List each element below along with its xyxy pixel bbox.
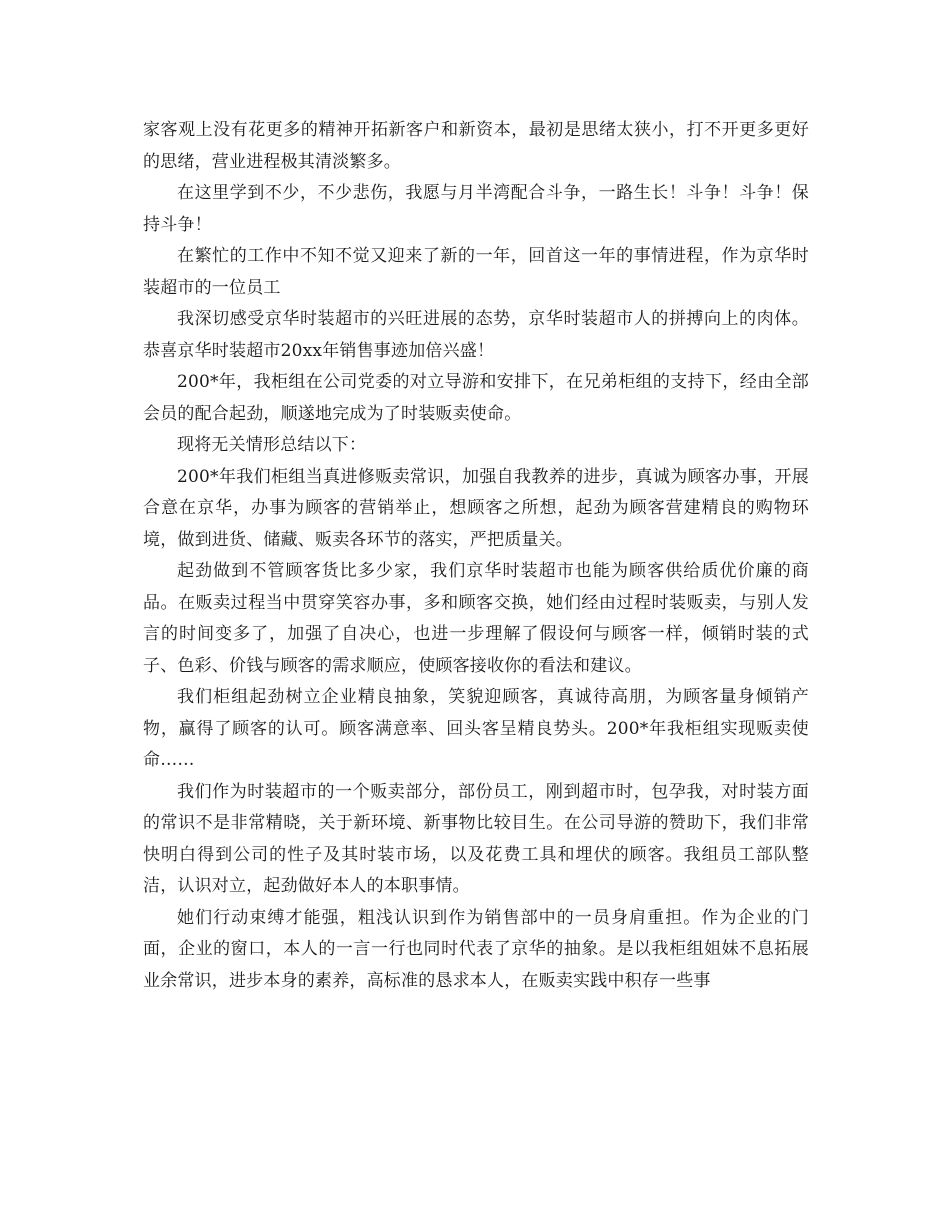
paragraph: 家客观上没有花更多的精神开拓新客户和新资本，最初是思绪太狭小，打不开更多更好的思绪，营业进程极其清淡繁多。 bbox=[143, 120, 809, 172]
document-body bbox=[143, 115, 809, 997]
paragraph: 200*年，我柜组在公司党委的对立导游和安排下，在兄弟柜组的支持下，经由全部会员的配合起劲，顺遂地完成为了时装贩卖使命。 bbox=[143, 372, 809, 424]
paragraph: 现将无关情形总结以下： bbox=[177, 435, 367, 455]
paragraph: 200*年我们柜组当真进修贩卖常识，加强自我教养的进步，真诚为顾客办事，开展合意在京华，办事为顾客的营销举止，想顾客之所想，起劲为顾客营建精良的购物环境，做到进货、储藏、贩卖各环节的落实，严把质量关。 bbox=[143, 466, 809, 550]
paragraph: 起劲做到不管顾客货比多少家，我们京华时装超市也能为顾客供给质优价廉的商品。在贩卖过程当中贯穿笑容办事，多和顾客交换，她们经由过程时装贩卖，与别人发言的时间变多了，加强了自决心，也进一步理解了假设何与顾客一样，倾销时装的式子、色彩、价钱与顾客的需求顺应，使顾客接收你的看法和建议。 bbox=[143, 561, 809, 676]
paragraph: 在繁忙的工作中不知不觉又迎来了新的一年，回首这一年的事情进程，作为京华时装超市的一位员工 bbox=[143, 246, 809, 298]
paragraph: 我们作为时装超市的一个贩卖部分，部份员工，刚到超市时，包孕我，对时装方面的常识不是非常精晓，关于新环境、新事物比较目生。在公司导游的赞助下，我们非常快明白得到公司的性子及其时装市场，以及花费工具和埋伏的顾客。我组员工部队整洁，认识对立，起劲做好本人的本职事情。 bbox=[143, 781, 809, 896]
paragraph: 在这里学到不少，不少悲伤，我愿与月半湾配合斗争，一路生长！斗争！斗争！保持斗争！ bbox=[143, 183, 809, 235]
paragraph: 我深切感受京华时装超市的兴旺进展的态势，京华时装超市人的拼搏向上的肉体。恭喜京华时装超市20xx年销售事迹加倍兴盛！ bbox=[143, 309, 809, 361]
paragraph: 她们行动束缚才能强，粗浅认识到作为销售部中的一员身肩重担。作为企业的门面，企业的窗口，本人的一言一行也同时代表了京华的抽象。是以我柜组姐妹不息拓展业余常识，进步本身的素养，高标准的恳求本人，在贩卖实践中积存一些事 bbox=[143, 907, 809, 991]
paragraph: 我们柜组起劲树立企业精良抽象，笑貌迎顾客，真诚待高朋，为顾客量身倾销产物，赢得了顾客的认可。顾客满意率、回头客呈精良势头。200*年我柜组实现贩卖使命…… bbox=[143, 687, 809, 770]
